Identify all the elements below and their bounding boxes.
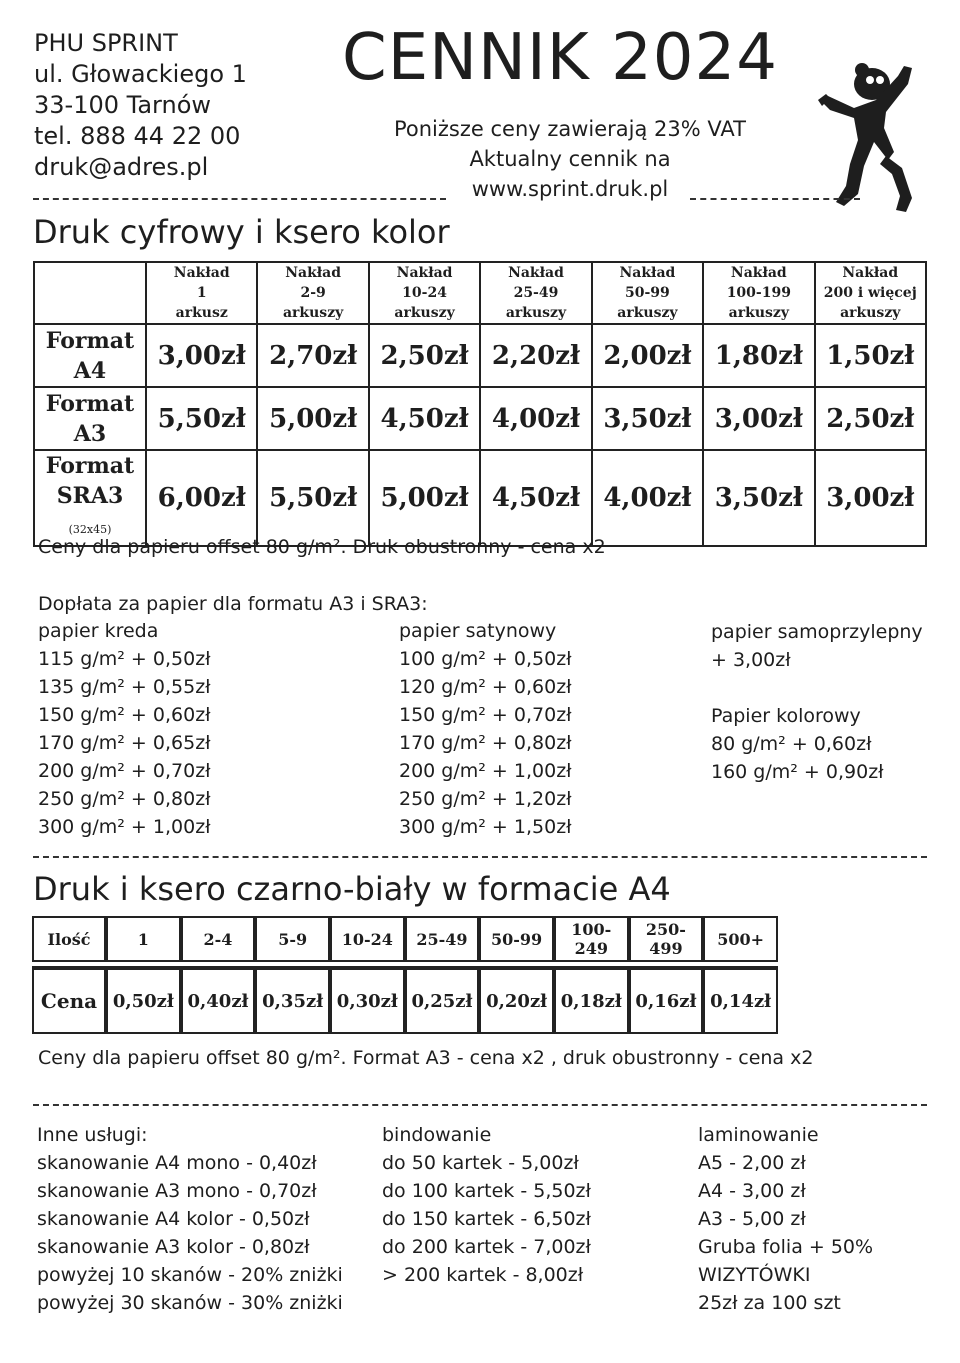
list-item: 200 g/m² + 0,70zł [38,760,211,782]
list-item: 115 g/m² + 0,50zł [38,648,211,670]
list-item: powyżej 30 skanów - 30% zniżki [37,1292,343,1314]
price-cell: 5,50zł [257,450,368,546]
list-item: 135 g/m² + 0,55zł [38,676,211,698]
price-cell: 1,80zł [703,324,814,387]
lamination-title: laminowanie [698,1124,819,1146]
bw-print-heading: Druk i ksero czarno-biały w formacie A4 [33,870,671,908]
qty-cell: 500+ [703,916,778,962]
list-item: skanowanie A3 mono - 0,70zł [37,1180,317,1202]
business-cards-title: WIZYTÓWKI [698,1264,811,1286]
qty-cell: 10-24 [330,916,405,962]
qty-cell: 2-4 [181,916,256,962]
price-cell: 3,00zł [815,450,926,546]
format-label: Format A3 [34,387,146,450]
binding-title: bindowanie [382,1124,492,1146]
qty-cell: 50-99 [479,916,554,962]
list-item: powyżej 10 skanów - 20% zniżki [37,1264,343,1286]
kreda-title: papier kreda [38,620,159,642]
price-cell: 0,25zł [405,968,480,1034]
list-item: skanowanie A4 kolor - 0,50zł [37,1208,310,1230]
list-item: 170 g/m² + 0,65zł [38,732,211,754]
list-item: skanowanie A4 mono - 0,40zł [37,1152,317,1174]
special-papers [711,618,923,786]
qty-cell: 1 [106,916,181,962]
quantity-column-header: Nakład 2-9 arkuszy [257,262,368,324]
list-item: 160 g/m² + 0,90zł [711,761,884,783]
company-email: druk@adres.pl [34,153,209,181]
price-cell: 1,50zł [815,324,926,387]
format-label: Format SRA3 (32x45) [34,450,146,546]
section-divider [33,1104,927,1106]
company-street: ul. Głowackiego 1 [34,60,247,88]
price-cell: 4,50zł [369,387,480,450]
lamination-services [698,1121,873,1317]
table-row [32,916,778,962]
company-phone: tel. 888 44 22 00 [34,122,241,150]
list-item: 200 g/m² + 1,00zł [399,760,572,782]
list-item: 80 g/m² + 0,60zł [711,733,872,755]
list-item: 250 g/m² + 1,20zł [399,788,572,810]
price-cell: 0,30zł [330,968,405,1034]
price-cell: 0,35zł [255,968,330,1034]
list-item: 150 g/m² + 0,60zł [38,704,211,726]
list-item: 300 g/m² + 1,50zł [399,816,572,838]
list-item: > 200 kartek - 8,00zł [382,1264,584,1286]
price-cell: 2,00zł [592,324,703,387]
price-cell: 0,40zł [181,968,256,1034]
kreda-list [38,617,211,841]
header-divider-left [33,198,446,200]
qty-cell: 5-9 [255,916,330,962]
list-item: A4 - 3,00 zł [698,1180,806,1202]
samoprzylepny-price: + 3,00zł [711,649,791,671]
company-name: PHU SPRINT [34,29,178,57]
list-item: A5 - 2,00 zł [698,1152,806,1174]
other-services-title: Inne usługi: [37,1124,148,1146]
quantity-column-header: Nakład 1 arkusz [146,262,257,324]
qty-cell: 100-249 [554,916,629,962]
qty-label: Ilość [32,916,106,962]
price-cell: 0,18zł [554,968,629,1034]
price-cell: 0,16zł [629,968,704,1034]
price-cell: 0,50zł [106,968,181,1034]
color-print-heading: Druk cyfrowy i ksero kolor [33,213,450,251]
scan-services [37,1121,343,1317]
list-item: do 50 kartek - 5,00zł [382,1152,579,1174]
table-corner [34,262,146,324]
table-row [34,387,926,450]
price-cell: 4,50zł [480,450,591,546]
price-cell: 4,00zł [592,450,703,546]
list-item: 170 g/m² + 0,80zł [399,732,572,754]
bw-price-table [32,916,778,1034]
price-cell: 3,50zł [703,450,814,546]
quantity-column-header: Nakład 100-199 arkuszy [703,262,814,324]
list-item: do 150 kartek - 6,50zł [382,1208,591,1230]
current-price-note: Aktualny cennik na [469,147,671,171]
section-divider [33,856,927,858]
satyna-list [399,617,572,841]
format-label: Format A4 [34,324,146,387]
color-price-table [33,261,927,547]
list-item: do 200 kartek - 7,00zł [382,1236,591,1258]
kolorowy-title: Papier kolorowy [711,705,861,727]
price-cell: 3,00zł [146,324,257,387]
price-cell: 0,14zł [703,968,778,1034]
list-item: 100 g/m² + 0,50zł [399,648,572,670]
price-cell: 3,00zł [703,387,814,450]
binding-services [382,1121,591,1289]
vat-note: Poniższe ceny zawierają 23% VAT [393,117,746,141]
list-item: do 100 kartek - 5,50zł [382,1180,591,1202]
qty-cell: 25-49 [405,916,480,962]
company-city: 33-100 Tarnów [34,91,211,119]
header-divider-right [690,198,860,200]
samoprzylepny-title: papier samoprzylepny [711,621,923,643]
list-item: Gruba folia + 50% [698,1236,874,1258]
color-note: Ceny dla papieru offset 80 g/m². Druk obustronny - cena x2 [38,536,606,558]
list-item: 120 g/m² + 0,60zł [399,676,572,698]
list-item: 150 g/m² + 0,70zł [399,704,572,726]
business-cards-price: 25zł za 100 szt [698,1292,841,1314]
quantity-column-header: Nakład 25-49 arkuszy [480,262,591,324]
page-title: CENNIK 2024 [342,21,778,95]
quantity-column-header: Nakład 10-24 arkuszy [369,262,480,324]
price-cell: 5,00zł [257,387,368,450]
qty-cell: 250-499 [629,916,704,962]
bw-note: Ceny dla papieru offset 80 g/m². Format A3 - cena x2 , druk obustronny - cena x2 [38,1047,814,1069]
price-cell: 3,50zł [592,387,703,450]
price-cell: 6,00zł [146,450,257,546]
company-info [34,28,247,183]
price-cell: 2,20zł [480,324,591,387]
price-label: Cena [32,968,106,1034]
price-cell: 5,00zł [369,450,480,546]
list-item: 250 g/m² + 0,80zł [38,788,211,810]
price-cell: 4,00zł [480,387,591,450]
price-cell: 2,50zł [369,324,480,387]
table-row [32,968,778,1034]
price-cell: 2,70zł [257,324,368,387]
list-item: A3 - 5,00 zł [698,1208,806,1230]
website-link[interactable]: www.sprint.druk.pl [471,177,669,201]
list-item: skanowanie A3 kolor - 0,80zł [37,1236,310,1258]
quantity-column-header: Nakład 50-99 arkuszy [592,262,703,324]
mascot-icon [814,56,932,216]
header-notes [370,114,770,204]
quantity-column-header: Nakład 200 i więcej arkuszy [815,262,926,324]
table-row [34,450,926,546]
table-row [34,324,926,387]
price-cell: 2,50zł [815,387,926,450]
price-cell: 0,20zł [479,968,554,1034]
satyna-title: papier satynowy [399,620,557,642]
price-cell: 5,50zł [146,387,257,450]
list-item: 300 g/m² + 1,00zł [38,816,211,838]
surcharge-heading: Dopłata za papier dla formatu A3 i SRA3: [38,593,428,615]
